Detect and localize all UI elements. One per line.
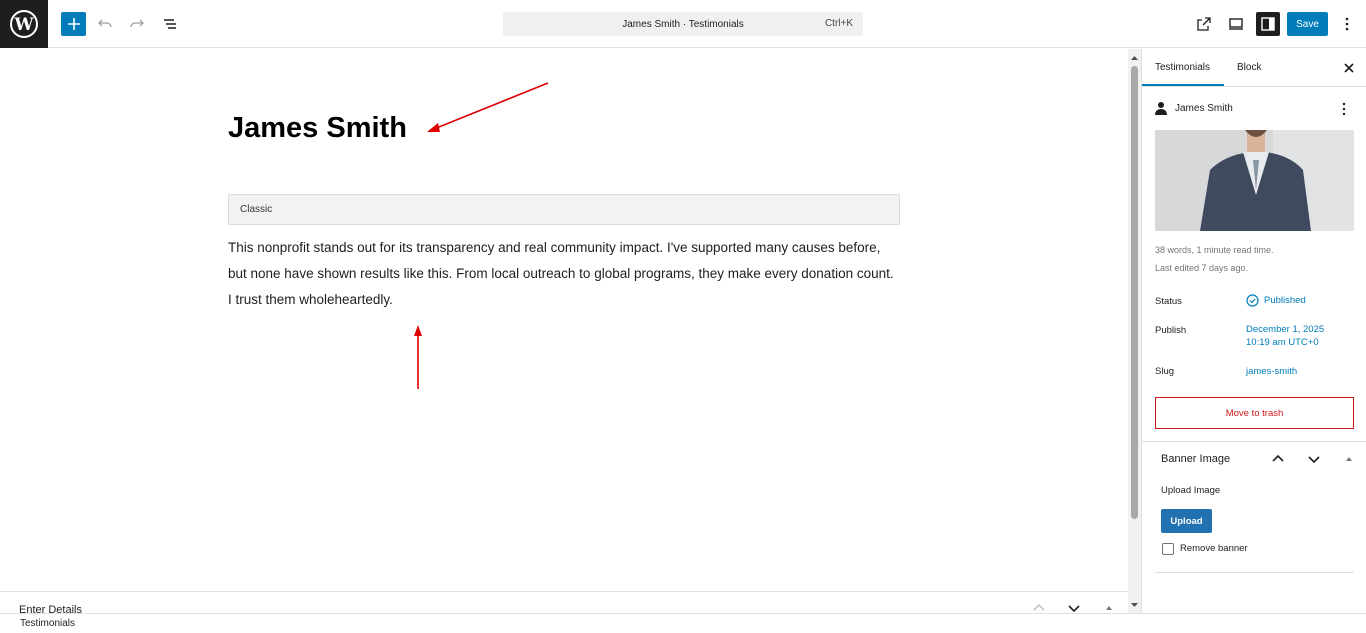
last-edited: Last edited 7 days ago. [1155,263,1249,273]
classic-block-label: Classic [240,204,273,215]
slug-value[interactable]: james-smith [1246,366,1298,377]
scroll-down-icon[interactable] [1128,599,1141,611]
enter-details-metabox [0,591,1128,613]
scroll-up-icon[interactable] [1128,52,1141,64]
metabox-toggle-icon[interactable] [1102,601,1116,613]
undo-button[interactable] [93,12,117,36]
publish-date-toggle[interactable] [1246,323,1324,349]
sidebar-tabs [1142,49,1366,87]
featured-image[interactable] [1155,130,1354,231]
editor-footer [0,613,1366,633]
testimonial-paragraph[interactable]: This nonprofit stands out for its transparency and real community impact. I've supported many causes before, but none have shown results like this. From local outreach to global programs, they make every donation count. I trust them wholeheartedly. [228,240,894,307]
upload-button[interactable]: Upload [1161,509,1212,533]
options-menu-button[interactable] [1335,12,1359,36]
classic-block-toolbar[interactable] [228,194,900,225]
chevron-up-icon[interactable] [1271,452,1285,466]
move-to-trash-button[interactable]: Move to trash [1155,397,1354,429]
undo-icon [97,16,113,32]
published-check-icon [1246,294,1259,307]
active-tab-indicator [1142,84,1224,86]
svg-text:W: W [14,15,34,35]
publish-time: 10:19 am UTC+0 [1246,337,1319,348]
command-shortcut: Ctrl+K [824,18,853,29]
word-count: 38 words, 1 minute read time. [1155,245,1274,255]
more-vertical-icon [1339,16,1355,32]
remove-banner-checkbox[interactable] [1162,543,1174,555]
featured-image-photo [1155,130,1354,231]
document-overview-button[interactable] [158,12,182,36]
command-palette-title: James Smith · Testimonials [622,18,744,30]
close-icon[interactable] [1342,61,1356,75]
slug-label: Slug [1155,366,1175,377]
preview-button[interactable] [1224,12,1248,36]
view-post-button[interactable] [1192,12,1216,36]
scrollbar-thumb[interactable] [1131,66,1138,519]
tab-post[interactable]: Testimonials [1155,62,1211,73]
save-button[interactable]: Save [1287,12,1328,36]
metabox-move-up-icon[interactable] [1032,601,1046,613]
sidebar-icon [1261,17,1275,31]
editor-header [0,0,1366,48]
post-title[interactable]: James Smith [228,112,407,144]
list-view-icon [162,16,178,32]
metabox-title[interactable]: Enter Details [19,604,82,613]
upload-image-label: Upload Image [1161,485,1221,496]
desktop-icon [1228,16,1244,32]
editor-scrollbar[interactable] [1128,49,1141,613]
settings-sidebar [1141,49,1366,613]
publish-label: Publish [1155,325,1187,336]
panel-divider [1142,441,1366,442]
status-toggle[interactable] [1246,294,1306,307]
command-palette[interactable] [503,12,863,36]
redo-button[interactable] [125,12,149,36]
tab-block[interactable]: Block [1237,62,1262,73]
metabox-move-down-icon[interactable] [1067,601,1081,613]
add-block-button[interactable] [61,12,86,36]
settings-sidebar-toggle[interactable] [1256,12,1280,36]
chevron-down-icon[interactable] [1307,452,1321,466]
post-actions-icon[interactable] [1337,102,1351,116]
post-summary-title: James Smith [1175,102,1233,114]
editor-canvas [0,49,1128,591]
banner-image-panel-title[interactable]: Banner Image [1161,453,1231,465]
wordpress-logo-icon[interactable] [0,0,48,48]
panel-collapse-icon[interactable] [1342,452,1356,466]
status-value: Published [1264,295,1306,306]
status-label: Status [1155,296,1182,307]
footer-breadcrumb[interactable]: Testimonials [20,618,76,629]
post-summary-header [1155,101,1233,115]
user-icon [1155,101,1167,115]
redo-icon [129,16,145,32]
publish-date: December 1, 2025 [1246,324,1325,335]
banner-divider [1155,572,1354,573]
remove-banner-label[interactable]: Remove banner [1180,543,1248,554]
plus-icon [67,17,81,31]
external-link-icon [1196,16,1212,32]
